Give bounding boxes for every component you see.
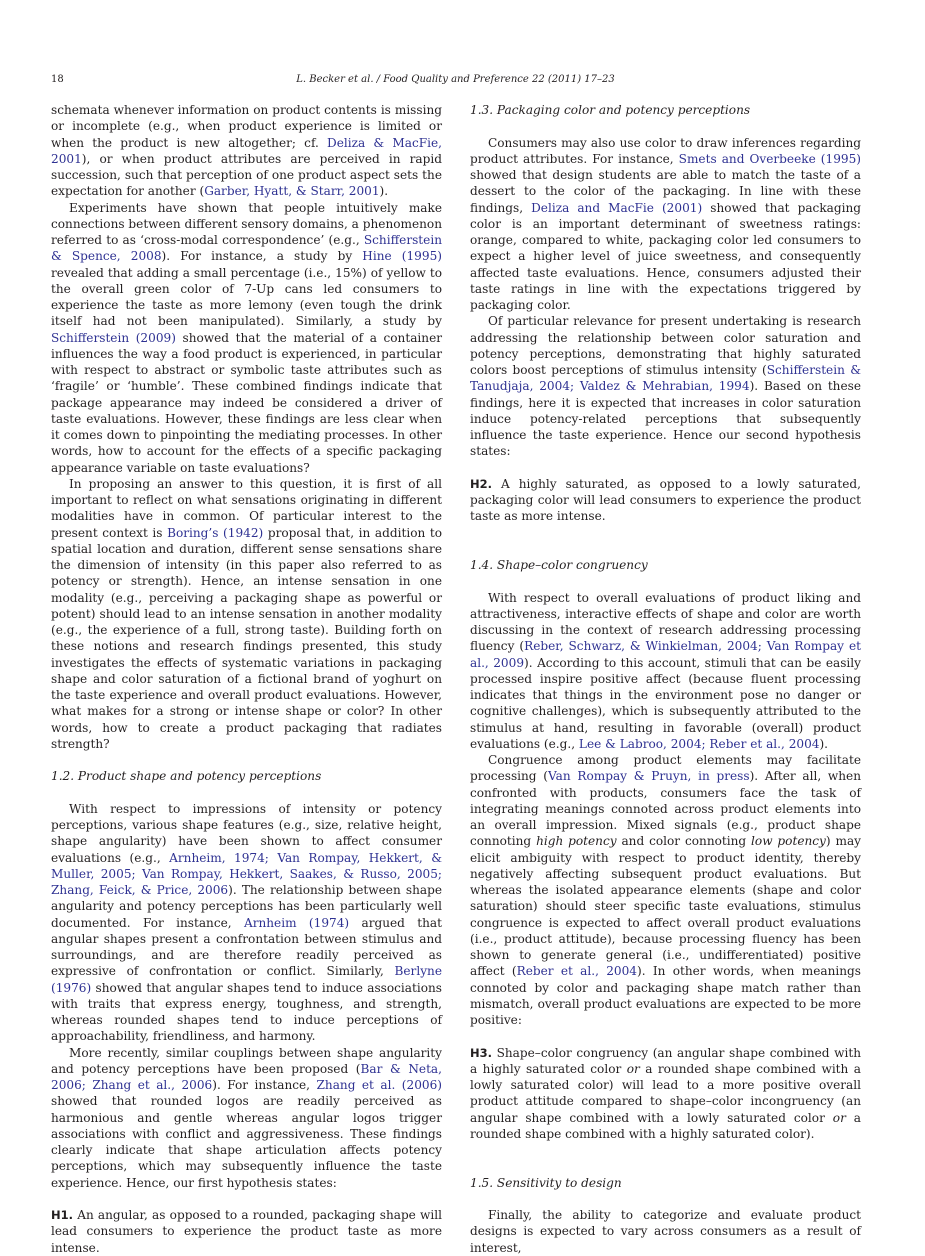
- hypothesis-label: H2.: [470, 476, 492, 491]
- citation-link[interactable]: Reber et al., 2004: [516, 964, 637, 979]
- citation-link[interactable]: Berlyne (1976): [51, 964, 442, 995]
- section-heading: 1.4. Shape–color congruency: [470, 558, 648, 572]
- citation-link[interactable]: Hine (1995): [362, 249, 442, 264]
- citation-link[interactable]: Reber, Schwarz, & Winkielman, 2004; Van Rompay et al., 2009: [470, 639, 861, 670]
- citation-link[interactable]: Smets and Overbeeke (1995): [678, 151, 861, 166]
- hypothesis-label: H1.: [51, 1208, 73, 1222]
- citation-link[interactable]: Schifferstein & Tanudjaja, 2004; Valdez & Mehrabian, 1994: [470, 363, 861, 394]
- citation-link[interactable]: Boring’s (1942): [167, 525, 264, 540]
- section-heading: 1.2. Product shape and potency perceptions: [51, 769, 322, 784]
- hypothesis-label: H3.: [470, 1045, 492, 1060]
- section-heading: 1.5. Sensitivity to design: [470, 1175, 622, 1190]
- hypothesis-h1: H1. An angular, as opposed to a rounded, packaging shape will lead consumers to experience the product taste as more intense.: [51, 1208, 442, 1255]
- paragraph: With respect to overall evaluations of product liking and attractiveness, interactive effects of shape and color are worth discussing in the context of research addressing processing fluency (Reber, Schwarz, & Winkielman, 2004; Van Rompay et al., 2009). According to this account, stimuli that can be easily processed inspire positive affect (because fluent processing indicates that things in the environment pose no danger or cognitive challenges), which is subsequently attributed to the stimulus at hand, resulting in favorable (overall) product evaluations (e.g., Lee & Labroo, 2004; Reber et al., 2004).: [470, 590, 861, 751]
- paragraph: In proposing an answer to this question, it is first of all important to reflect on what sensations originating in different modalities have in common. Of particular interest to the present context is Boring’s (1942) proposal that, in addition to spatial location and duration, different sense sensations share the dimension of intensity (in this paper also referred to as potency or strength). Hence, an intense sensation in one modality (e.g., perceiving a packaging shape as powerful or potent) should lead to an intense sensation in another modality (e.g., the experience of a full, strong taste). Building forth on these notions and research findings presented, this study investigates the effects of systematic variations in packaging shape and color saturation of a fictional brand of yoghurt on the taste experience and overall product evaluations. However, what makes for a strong or intense shape or color? In other words, how to create a product packaging that radiates strength?: [51, 476, 442, 751]
- citation-link[interactable]: Zhang et al. (2006): [316, 1078, 442, 1092]
- citation-link[interactable]: Deliza & MacFie, 2001: [51, 135, 442, 166]
- paragraph: Finally, the ability to categorize and evaluate product designs is expected to vary across consumers as a result of interest,: [470, 1208, 861, 1255]
- running-header: [51, 72, 860, 88]
- right-column: [470, 102, 861, 1256]
- citation-link[interactable]: Arnheim, 1974; Van Rompay, Hekkert, & Muller, 2005; Van Rompay, Hekkert, Saakes, & Russo, 2005; Zhang, Feick, & Price, 2006: [51, 850, 442, 897]
- citation-link[interactable]: Schifferstein (2009): [51, 330, 176, 345]
- section-heading: 1.3. Packaging color and potency perceptions: [470, 103, 751, 117]
- citation-link[interactable]: Arnheim (1974): [243, 915, 350, 930]
- paragraph: Experiments have shown that people intuitively make connections between different sensory domains, a phenomenon referred to as ‘cross-modal correspondence’ (e.g., Schifferstein & Spence, 2008). For instance, a study by Hine (1995) revealed that adding a small percentage (i.e., 15%) of yellow to the overall green color of 7-Up cans led consumers to experience the taste as more lemony (even tough the drink itself had not been manipulated). Similarly, a study by Schifferstein (2009) showed that the material of a container influences the way a food product is experienced, in particular with respect to abstract or symbolic taste attributes such as ‘fragile’ or ‘humble’. These combined findings indicate that package appearance may indeed be considered a driver of taste evaluations. However, these findings are less clear when it comes down to pinpointing the mediating processes. In other words, how to account for the effects of a specific packaging appearance variable on taste evaluations?: [51, 200, 443, 475]
- hypothesis-h3: H3. Shape–color congruency (an angular shape combined with a highly saturated color or a rounded shape combined with a lowly saturated color) will lead to a more positive overall product attitude compared to shape–color incongruency (an angular shape combined with a lowly saturated color or a rounded shape combined with a highly saturated color).: [470, 1045, 861, 1141]
- page-number: 18: [51, 74, 64, 85]
- citation-link[interactable]: Schifferstein & Spence, 2008: [51, 233, 442, 264]
- left-column: [51, 102, 442, 1256]
- hypothesis-h2: H2. A highly saturated, as opposed to a lowly saturated, packaging color will lead consumers to experience the product taste as more intense.: [470, 476, 861, 524]
- paragraph: More recently, similar couplings between shape angularity and potency perceptions have been proposed (Bar & Neta, 2006; Zhang et al., 2006). For instance, Zhang et al. (2006) showed that rounded logos are readily perceived as harmonious and gentle whereas angular logos trigger associations with conflict and aggressiveness. These findings clearly indicate that shape articulation affects potency perceptions, which may subsequently influence the taste experience. Hence, our first hypothesis states:: [51, 1045, 442, 1190]
- paragraph: schemata whenever information on product contents is missing or incomplete (e.g., when product experience is limited or when the product is new altogether; cf. Deliza & MacFie, 2001), or when product attributes are perceived in rapid succession, such that perception of one product aspect sets the expectation for another (Garber, Hyatt, & Starr, 2001).: [51, 103, 442, 199]
- paragraph: Congruence among product elements may facilitate processing (Van Rompay & Pruyn, in press). After all, when confronted with products, consumers face the task of integrating meanings connoted across product elements into an overall impression. Mixed signals (e.g., product shape connoting high potency and color connoting low potency) may elicit ambiguity with respect to product identity, thereby negatively affecting subsequent product evaluations. But whereas the isolated appearance elements (shape and color saturation) should steer specific taste evaluations, stimulus congruence is expected to affect overall product evaluations (i.e., product attitude), because processing fluency has been shown to generate general (i.e., undifferentiated) positive affect (Reber et al., 2004). In other words, when meanings connoted by color and packaging shape match rather than mismatch, overall product evaluations are expected to be more positive:: [470, 753, 862, 1027]
- paragraph: With respect to impressions of intensity or potency perceptions, various shape features (e.g., size, relative height, shape angularity) have been shown to affect consumer evaluations (e.g., Arnheim, 1974; Van Rompay, Hekkert, & Muller, 2005; Van Rompay, Hekkert, Saakes, & Russo, 2005; Zhang, Feick, & Price, 2006). The relationship between shape angularity and potency perceptions has been particularly well documented. For instance, Arnheim (1974) argued that angular shapes present a confrontation between stimulus and surroundings, and are therefore readily perceived as expressive of confrontation or conflict. Similarly, Berlyne (1976) showed that angular shapes tend to induce associations with traits that express energy, toughness, and strength, whereas rounded shapes tend to induce perceptions of approachability, friendliness, and harmony.: [51, 801, 442, 1044]
- citation-link[interactable]: Lee & Labroo, 2004; Reber et al., 2004: [578, 736, 820, 751]
- citation-link[interactable]: Garber, Hyatt, & Starr, 2001: [204, 184, 380, 199]
- paragraph: Of particular relevance for present undertaking is research addressing the relationship between color saturation and potency perceptions, demonstrating that highly saturated colors boost perceptions of stimulus intensity (Schifferstein & Tanudjaja, 2004; Valdez & Mehrabian, 1994). Based on these findings, here it is expected that increases in color saturation induce potency-related perceptions that subsequently influence the taste experience. Hence our second hypothesis states:: [470, 314, 861, 459]
- citation-link[interactable]: Bar & Neta, 2006; Zhang et al., 2006: [51, 1061, 442, 1092]
- citation-link[interactable]: Deliza and MacFie (2001): [531, 200, 703, 215]
- citation-link[interactable]: Van Rompay & Pruyn, in press: [548, 769, 750, 784]
- paragraph: Consumers may also use color to draw inferences regarding product attributes. For instance, Smets and Overbeeke (1995) showed that design students are able to match the taste of a dessert to the color of the packaging. In line with these findings, Deliza and MacFie (2001) showed that packaging color is an important determinant of sweetness ratings: orange, compared to white, packaging color led consumers to expect a higher level of juice sweetness, and consequently affected taste evaluations. Hence, consumers adjusted their taste ratings in line with the expectations triggered by packaging color.: [470, 135, 861, 312]
- running-title: L. Becker et al. / Food Quality and Preference 22 (2011) 17–23: [296, 74, 615, 85]
